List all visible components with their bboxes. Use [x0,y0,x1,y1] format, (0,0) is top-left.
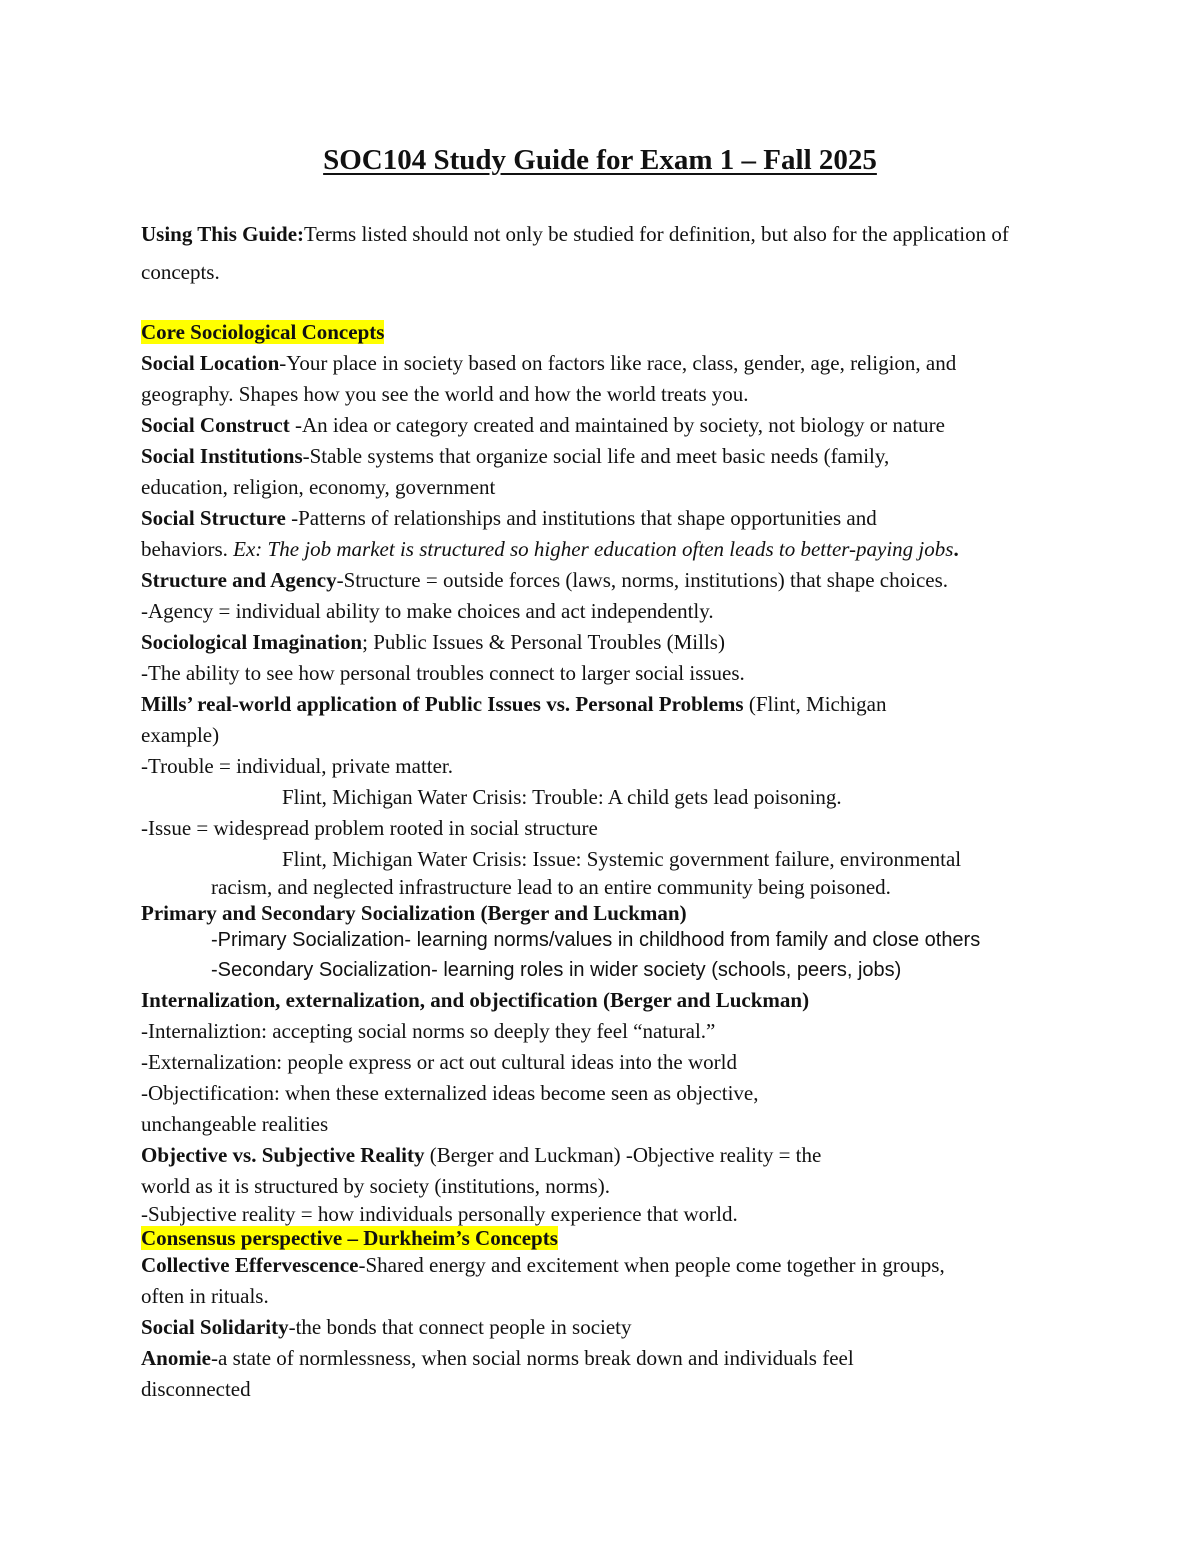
objectification-def: -Objectification: when these externalized ideas become seen as objective, [141,1081,759,1105]
term-social-structure-cont: behaviors. Ex: The job market is structured so higher education often leads to better-paying jobs. [141,537,959,561]
term-social-institutions-cont: education, religion, economy, government [141,475,496,499]
term-socialization: Primary and Secondary Socialization (Berger and Luckman) [141,901,687,925]
term-social-solidarity: Social Solidarity-the bonds that connect people in society [141,1315,632,1339]
term-sociological-imagination-def: -The ability to see how personal troubles connect to larger social issues. [141,661,745,685]
secondary-socialization: -Secondary Socialization- learning roles in wider society (schools, peers, jobs) [211,959,902,981]
intro-label: Using This Guide: [141,222,305,246]
internalization-def: -Internaliztion: accepting social norms so deeply they feel “natural.” [141,1019,716,1043]
subjective-reality-def: -Subjective reality = how individuals personally experience that world. [141,1202,738,1226]
section-heading-consensus: Consensus perspective – Durkheim’s Concepts [141,1226,558,1250]
term-sociological-imagination: Sociological Imagination; Public Issues & Personal Troubles (Mills) [141,630,725,654]
section-heading-core: Core Sociological Concepts [141,320,385,344]
term-anomie-cont: disconnected [141,1377,251,1401]
objectification-def-cont: unchangeable realities [141,1112,329,1136]
term-internalization: Internalization, externalization, and objectification (Berger and Luckman) [141,988,810,1012]
document-body [141,215,1061,1405]
mills-trouble-example: Flint, Michigan Water Crisis: Trouble: A child gets lead poisoning. [282,785,842,809]
term-social-institutions: Social Institutions-Stable systems that organize social life and meet basic needs (family, [141,444,890,468]
term-anomie: Anomie-a state of normlessness, when social norms break down and individuals feel [141,1346,854,1370]
term-social-location: Social Location-Your place in society based on factors like race, class, gender, age, religion, and [141,351,957,375]
example-text: Ex: The job market is structured so higher education often leads to better-paying jobs [233,537,954,561]
mills-trouble: -Trouble = individual, private matter. [141,754,454,778]
term-social-structure: Social Structure -Patterns of relationships and institutions that shape opportunities and [141,506,877,530]
term-structure-agency-cont: -Agency = individual ability to make choices and act independently. [141,599,714,623]
term-collective-effervescence: Collective Effervescence-Shared energy and excitement when people come together in groups, [141,1253,945,1277]
intro-paragraph [141,215,1061,291]
objective-reality-cont: world as it is structured by society (institutions, norms). [141,1174,610,1198]
term-social-construct: Social Construct -An idea or category created and maintained by society, not biology or nature [141,413,945,437]
mills-issue: -Issue = widespread problem rooted in social structure [141,816,598,840]
mills-issue-example-cont: racism, and neglected infrastructure lead to an entire community being poisoned. [211,875,891,899]
term-collective-effervescence-cont: often in rituals. [141,1284,269,1308]
term-mills-cont: example) [141,723,220,747]
page-title: SOC104 Study Guide for Exam 1 – Fall 2025 [323,144,877,176]
term-objective-subjective-reality: Objective vs. Subjective Reality (Berger and Luckman) -Objective reality = the [141,1143,822,1167]
term-social-location-cont: geography. Shapes how you see the world and how the world treats you. [141,382,749,406]
term-mills: Mills’ real-world application of Public Issues vs. Personal Problems (Flint, Michigan [141,692,887,716]
externalization-def: -Externalization: people express or act out cultural ideas into the world [141,1050,737,1074]
primary-socialization: -Primary Socialization- learning norms/values in childhood from family and close others [211,929,981,951]
term-structure-agency: Structure and Agency-Structure = outside forces (laws, norms, institutions) that shape choices. [141,568,949,592]
mills-issue-example: Flint, Michigan Water Crisis: Issue: Systemic government failure, environmental [282,847,962,871]
intro-text: Terms listed should not only be studied for definition, but also for the application of concepts. [141,222,1009,284]
